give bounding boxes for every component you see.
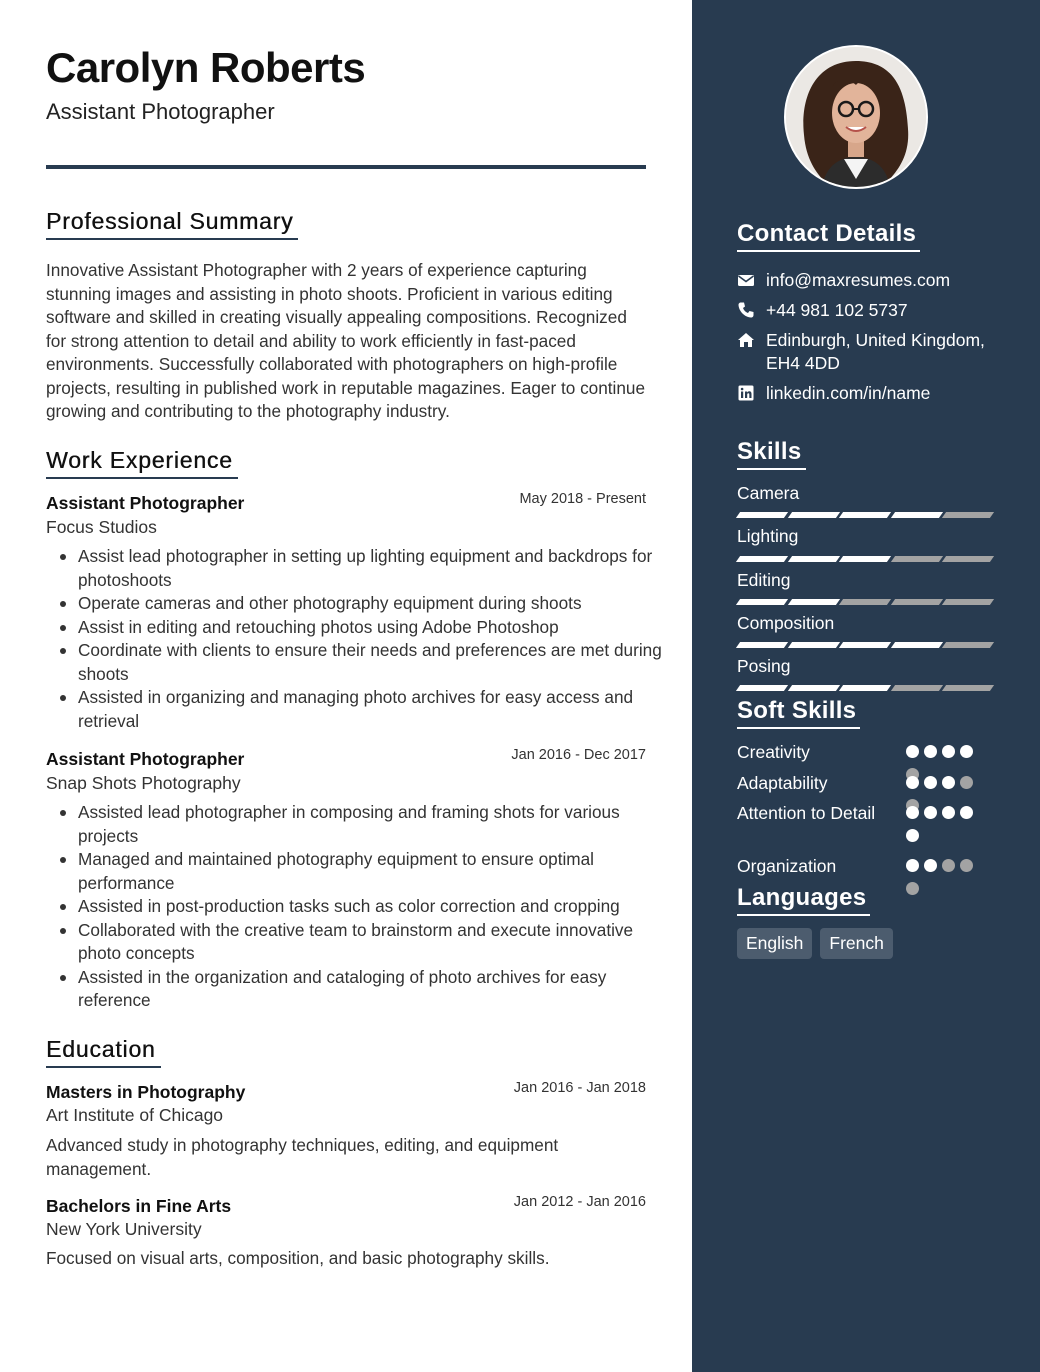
rating-dot	[906, 829, 919, 842]
skill-level-segment	[942, 685, 994, 691]
skill-level-segment	[839, 512, 891, 518]
portrait-illustration	[786, 47, 926, 187]
address-text: Edinburgh, United Kingdom, EH4 4DD	[766, 330, 985, 373]
skill-level-segment	[942, 642, 994, 648]
bullet-item: Assisted in organizing and managing photo archives for easy access and retrieval	[78, 686, 678, 733]
languages-heading: Languages	[737, 884, 870, 916]
rating-dot	[906, 882, 919, 895]
bullet-item: Assisted lead photographer in composing and framing shots for various projects	[78, 801, 678, 848]
bullet-item: Managed and maintained photography equipment to ensure optimal performance	[78, 848, 678, 895]
linkedin-icon	[737, 384, 755, 402]
rating-dot	[942, 859, 955, 872]
degree-title: Bachelors in Fine Arts	[46, 1196, 232, 1216]
bullet-item: Operate cameras and other photography equipment during shoots	[78, 592, 678, 616]
skill-level-segment	[890, 685, 942, 691]
skill-level-segment	[839, 685, 891, 691]
skill-level-bar	[738, 556, 994, 562]
skill-level-segment	[890, 599, 942, 605]
header-divider	[46, 165, 646, 169]
rating-dot	[960, 745, 973, 758]
skill-level-bar	[738, 599, 994, 605]
skills-heading: Skills	[737, 438, 806, 470]
rating-dot	[906, 776, 919, 789]
rating-dot	[942, 806, 955, 819]
candidate-title: Assistant Photographer	[46, 99, 275, 124]
degree-date: Jan 2016 - Jan 2018	[513, 1080, 646, 1096]
contact-email[interactable]	[737, 269, 1006, 292]
skill-level-segment	[839, 642, 891, 648]
language-tag: English	[737, 928, 812, 959]
bullet-item: Coordinate with clients to ensure their needs and preferences are met during shoots	[78, 639, 678, 686]
skill-level-segment	[890, 556, 942, 562]
skill-level-segment	[787, 512, 839, 518]
skill-name: Camera	[737, 483, 800, 503]
job-title: Assistant Photographer	[46, 749, 245, 769]
job-date: May 2018 - Present	[519, 491, 646, 507]
skill-level-segment	[942, 556, 994, 562]
phone-text[interactable]: +44 981 102 5737	[766, 300, 908, 320]
soft-skill-name: Organization	[737, 856, 837, 876]
soft-skill-rating	[906, 859, 981, 905]
skill-level-segment	[787, 642, 839, 648]
bullet-item: Collaborated with the creative team to brainstorm and execute innovative photo concepts	[78, 919, 678, 966]
rating-dot	[906, 806, 919, 819]
soft-skill-name: Creativity	[737, 742, 810, 762]
skill-level-segment	[942, 512, 994, 518]
skill-level-bar	[738, 642, 994, 648]
school-name: Art Institute of Chicago	[46, 1105, 224, 1125]
degree-description: Advanced study in photography techniques, editing, and equipment management.	[46, 1135, 559, 1179]
soft-skill-name: Adaptability	[737, 773, 828, 793]
job-company: Focus Studios	[46, 517, 157, 537]
soft-skills-heading: Soft Skills	[737, 697, 860, 729]
contact-address	[737, 329, 1006, 375]
bullet-item: Assist in editing and retouching photos using Adobe Photoshop	[78, 616, 678, 640]
summary-text: Innovative Assistant Photographer with 2 years of experience capturing stunning images and assisting in photo shoots. Proficient in various editing software and skilled in creating visually appealing compositions. Recognized for strong attention to detail and ability to work efficiently in fast-paced environments. Successfully collaborated with photographers on high-profile projects, resulting in published work in reputable magazines. Eager to continue growing and contributing to the photography industry.	[46, 260, 646, 421]
rating-dot	[924, 806, 937, 819]
skill-level-segment	[736, 642, 788, 648]
skill-level-segment	[890, 512, 942, 518]
envelope-icon	[737, 271, 755, 289]
skill-level-segment	[736, 599, 788, 605]
home-icon	[737, 331, 755, 349]
linkedin-text[interactable]: linkedin.com/in/name	[766, 383, 931, 403]
skill-level-segment	[787, 599, 839, 605]
rating-dot	[942, 776, 955, 789]
rating-dot	[942, 745, 955, 758]
experience-heading: Work Experience	[46, 447, 238, 479]
rating-dot	[924, 776, 937, 789]
job-bullets	[46, 545, 678, 733]
skill-level-segment	[839, 556, 891, 562]
job-date: Jan 2016 - Dec 2017	[511, 747, 646, 763]
degree-date: Jan 2012 - Jan 2016	[513, 1194, 646, 1210]
contact-linkedin[interactable]	[737, 382, 1006, 405]
skill-name: Lighting	[737, 526, 799, 546]
language-tag: French	[820, 928, 892, 959]
job-company: Snap Shots Photography	[46, 773, 241, 793]
bullet-item: Assisted in the organization and cataloging of photo archives for easy reference	[78, 966, 678, 1013]
skill-level-segment	[787, 556, 839, 562]
soft-skill-rating	[906, 806, 981, 852]
bullet-item: Assisted in post-production tasks such as color correction and cropping	[78, 895, 678, 919]
skill-level-segment	[890, 642, 942, 648]
skill-level-segment	[736, 556, 788, 562]
sidebar	[692, 0, 1040, 1372]
skill-level-segment	[736, 512, 788, 518]
rating-dot	[924, 859, 937, 872]
language-list	[737, 928, 893, 959]
rating-dot	[960, 859, 973, 872]
rating-dot	[924, 745, 937, 758]
phone-icon	[737, 301, 755, 319]
skill-name: Composition	[737, 613, 835, 633]
skill-level-bar	[738, 512, 994, 518]
education-heading: Education	[46, 1036, 161, 1068]
summary-heading: Professional Summary	[46, 208, 298, 240]
profile-photo	[784, 45, 928, 189]
degree-title: Masters in Photography	[46, 1082, 246, 1102]
school-name: New York University	[46, 1219, 202, 1239]
contact-heading: Contact Details	[737, 220, 920, 252]
email-text[interactable]: info@maxresumes.com	[766, 270, 951, 290]
skill-name: Editing	[737, 570, 791, 590]
bullet-item: Assist lead photographer in setting up lighting equipment and backdrops for photoshoots	[78, 545, 678, 592]
job-bullets	[46, 801, 678, 1013]
contact-phone[interactable]	[737, 299, 1006, 322]
rating-dot	[906, 745, 919, 758]
skill-level-segment	[942, 599, 994, 605]
skill-name: Posing	[737, 656, 791, 676]
skill-level-segment	[839, 599, 891, 605]
skill-level-segment	[736, 685, 788, 691]
candidate-name: Carolyn Roberts	[46, 44, 366, 91]
rating-dot	[960, 776, 973, 789]
rating-dot	[906, 859, 919, 872]
degree-description: Focused on visual arts, composition, and basic photography skills.	[46, 1248, 550, 1268]
skill-level-segment	[787, 685, 839, 691]
soft-skill-name: Attention to Detail	[737, 803, 876, 823]
rating-dot	[960, 806, 973, 819]
skill-level-bar	[738, 685, 994, 691]
job-title: Assistant Photographer	[46, 493, 245, 513]
